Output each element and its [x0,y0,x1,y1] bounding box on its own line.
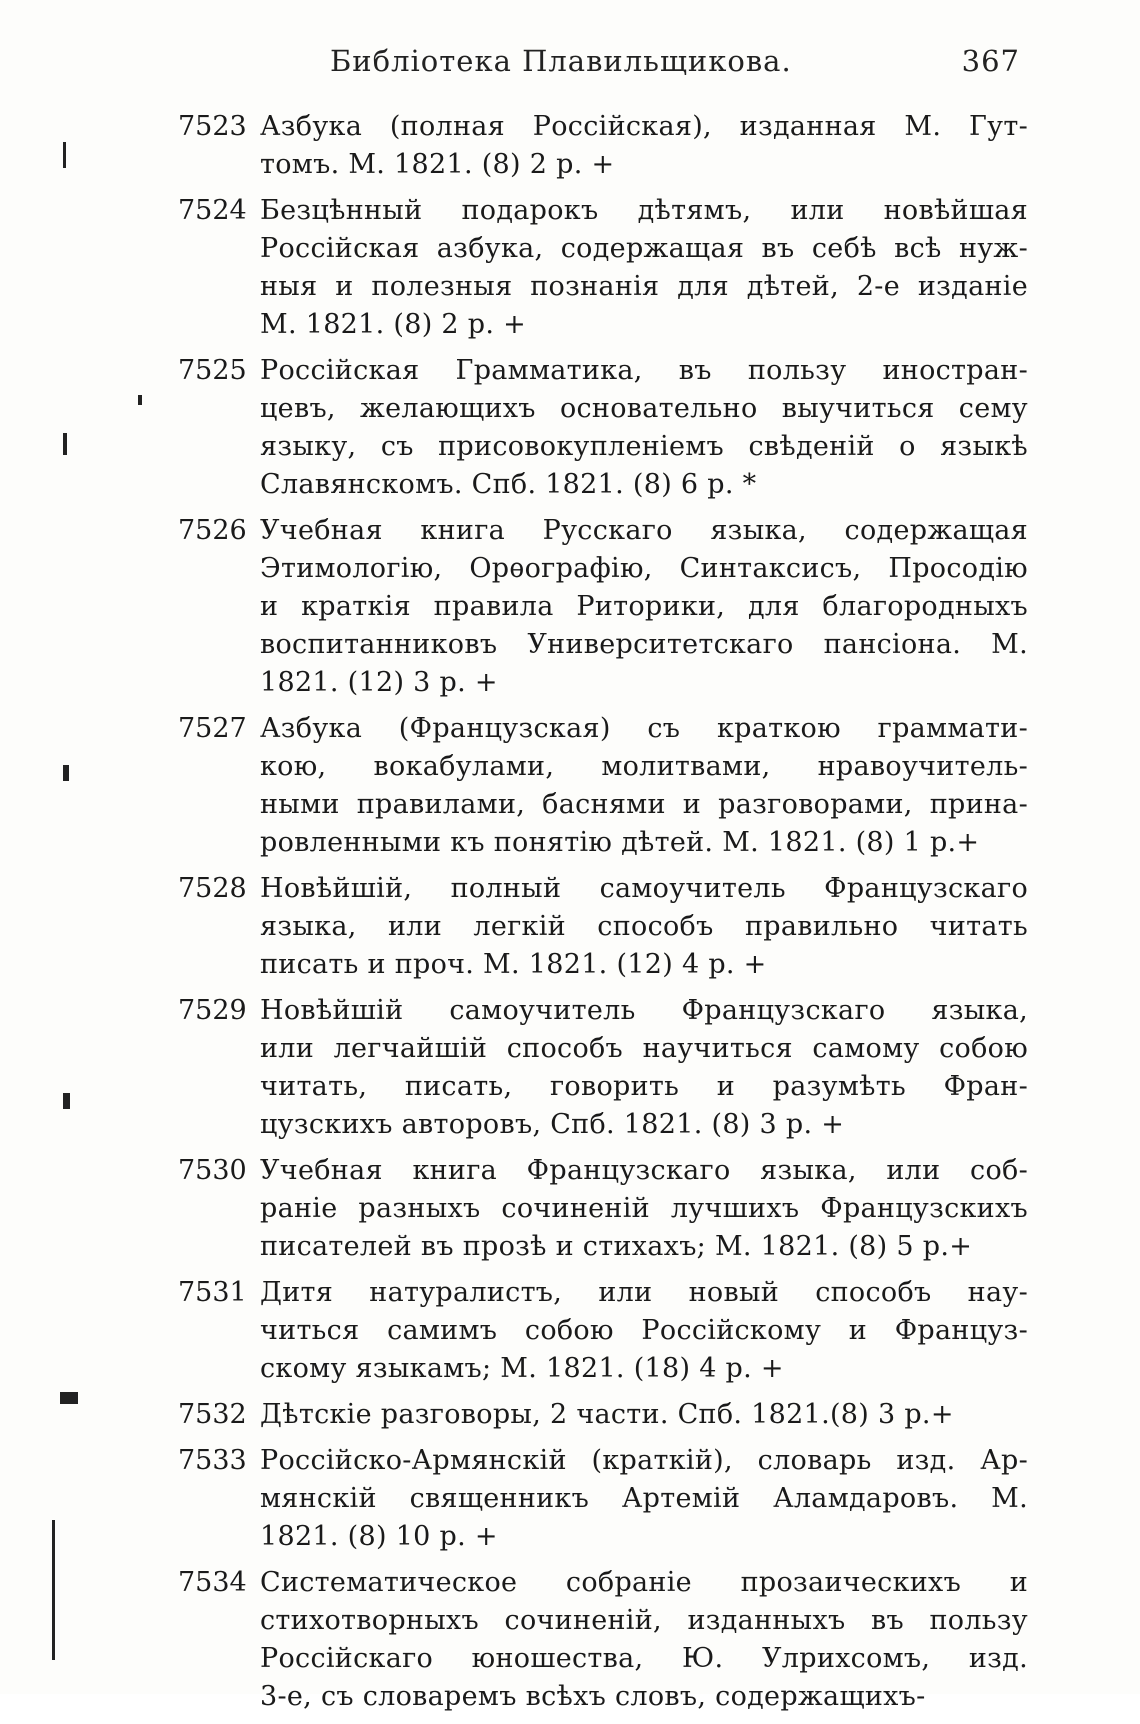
entry-line: читься самимъ собою Россійскому и Француз- [260,1315,1028,1346]
entry-number: 7528 [178,873,247,904]
margin-mark [52,1520,55,1660]
entry-line: 1821. (8) 10 р. + [260,1521,498,1552]
entry-number: 7529 [178,995,247,1026]
entry-line: 3-е, съ словаремъ всѣхъ словъ, содержащихъ- [260,1681,926,1712]
entry-line: писателей въ прозѣ и стихахъ; М. 1821. (8) 5 р.+ [260,1231,973,1262]
entry-text [260,192,1028,344]
entry-line: ровленными къ понятію дѣтей. М. 1821. (8) 1 р.+ [260,827,980,858]
entry-line: раніе разныхъ сочиненій лучшихъ Французскихъ [260,1193,1028,1224]
entry-number: 7525 [178,355,247,386]
entry-line: Этимологію, Орѳографію, Синтаксисъ, Просодію [260,553,1028,584]
entry-line: Учебная книга Французскаго языка, или соб- [260,1155,1028,1186]
catalog-entry [178,108,1028,184]
margin-mark [63,765,69,781]
entry-line: ныя и полезныя познанія для дѣтей, 2-е изданіе [260,271,1028,302]
entry-number: 7526 [178,515,247,546]
entry-text [260,352,1028,504]
entry-number: 7531 [178,1277,247,1308]
entry-line: томъ. М. 1821. (8) 2 р. + [260,149,615,180]
entry-text [260,1564,1028,1716]
margin-mark [63,1093,70,1109]
entry-line: Азбука (полная Россійская), изданная М. Гут- [260,111,1028,142]
entry-line: писать и проч. М. 1821. (12) 4 р. + [260,949,767,980]
entry-number: 7533 [178,1445,247,1476]
entry-number: 7523 [178,111,247,142]
entry-line: Новѣйшій, полный самоучитель Французскаго [260,873,1028,904]
margin-mark [63,142,66,168]
entry-line: языка, или легкій способъ правильно читать [260,911,1028,942]
catalog-entry [178,710,1028,862]
entry-text [260,1274,1028,1388]
entry-line: 1821. (12) 3 р. + [260,667,498,698]
entry-line: М. 1821. (8) 2 р. + [260,309,527,340]
entry-line: Безцѣнный подарокъ дѣтямъ, или новѣйшая [260,195,1028,226]
margin-mark [138,395,142,405]
catalog-entry [178,1152,1028,1266]
entry-line: или легчайшій способъ научиться самому собою [260,1033,1028,1064]
catalog-entry [178,1274,1028,1388]
catalog-entry [178,192,1028,344]
catalog-entry [178,992,1028,1144]
entry-number: 7524 [178,195,247,226]
entry-number: 7527 [178,713,247,744]
entry-line: цузскихъ авторовъ, Спб. 1821. (8) 3 р. + [260,1109,845,1140]
entry-line: Россійская Грамматика, въ пользу иностран- [260,355,1028,386]
entry-line: языку, съ присовокупленіемъ свѣденій о языкѣ [260,431,1028,462]
margin-mark [63,433,67,455]
entry-line: ными правилами, баснями и разговорами, прина- [260,789,1028,820]
entry-text [260,1442,1028,1556]
entry-text [260,1152,1028,1266]
entry-number: 7532 [178,1399,247,1430]
entry-text [260,512,1028,702]
entry-line: Славянскомъ. Спб. 1821. (8) 6 р. * [260,469,757,500]
entry-text [260,992,1028,1144]
entry-line: Азбука (Французская) съ краткою граммати- [260,713,1028,744]
catalog-entry [178,1442,1028,1556]
margin-mark [60,1392,78,1404]
entry-text [260,870,1028,984]
catalog-entry [178,1564,1028,1716]
entry-line: Дитя натуралистъ, или новый способъ нау- [260,1277,1028,1308]
entry-line: Новѣйшій самоучитель Французскаго языка, [260,995,1028,1026]
entry-line: Россійскаго юношества, Ю. Улрихсомъ, изд. [260,1643,1028,1674]
entry-line: мянскій священникъ Артемій Аламдаровъ. М. [260,1483,1028,1514]
entry-line: Учебная книга Русскаго языка, содержащая [260,515,1028,546]
entry-text [260,710,1028,862]
entry-number: 7534 [178,1567,247,1598]
catalog-entry [178,870,1028,984]
catalog-entry [178,1396,1028,1434]
entry-line: Систематическое собраніе прозаическихъ и [260,1567,1028,1598]
entry-line: и краткія правила Риторики, для благородныхъ [260,591,1028,622]
entry-number: 7530 [178,1155,247,1186]
entry-line: воспитанниковъ Университетскаго пансіона. М. [260,629,1028,660]
entry-line: стихотворныхъ сочиненій, изданныхъ въ пользу [260,1605,1028,1636]
entry-text [260,1396,1028,1434]
catalog-entry [178,512,1028,702]
entry-line: Россійская азбука, содержащая въ себѣ всѣ нуж- [260,233,1028,264]
page-number: 367 [961,44,1020,78]
catalog-entries [178,108,1028,1724]
entry-line: Дѣтскіе разговоры, 2 части. Спб. 1821.(8) 3 р.+ [260,1399,954,1430]
entry-line: кою, вокабулами, молитвами, нравоучитель- [260,751,1028,782]
entry-line: скому языкамъ; М. 1821. (18) 4 р. + [260,1353,784,1384]
entry-line: Россійско-Армянскій (краткій), словарь изд. Ар- [260,1445,1028,1476]
entry-line: цевъ, желающихъ основательно выучиться сему [260,393,1028,424]
running-head [330,44,1030,84]
entry-text [260,108,1028,184]
entry-line: читать, писать, говорить и разумѣть Фран- [260,1071,1028,1102]
catalog-entry [178,352,1028,504]
running-head-title: Библіотека Плавильщикова. [330,44,792,78]
